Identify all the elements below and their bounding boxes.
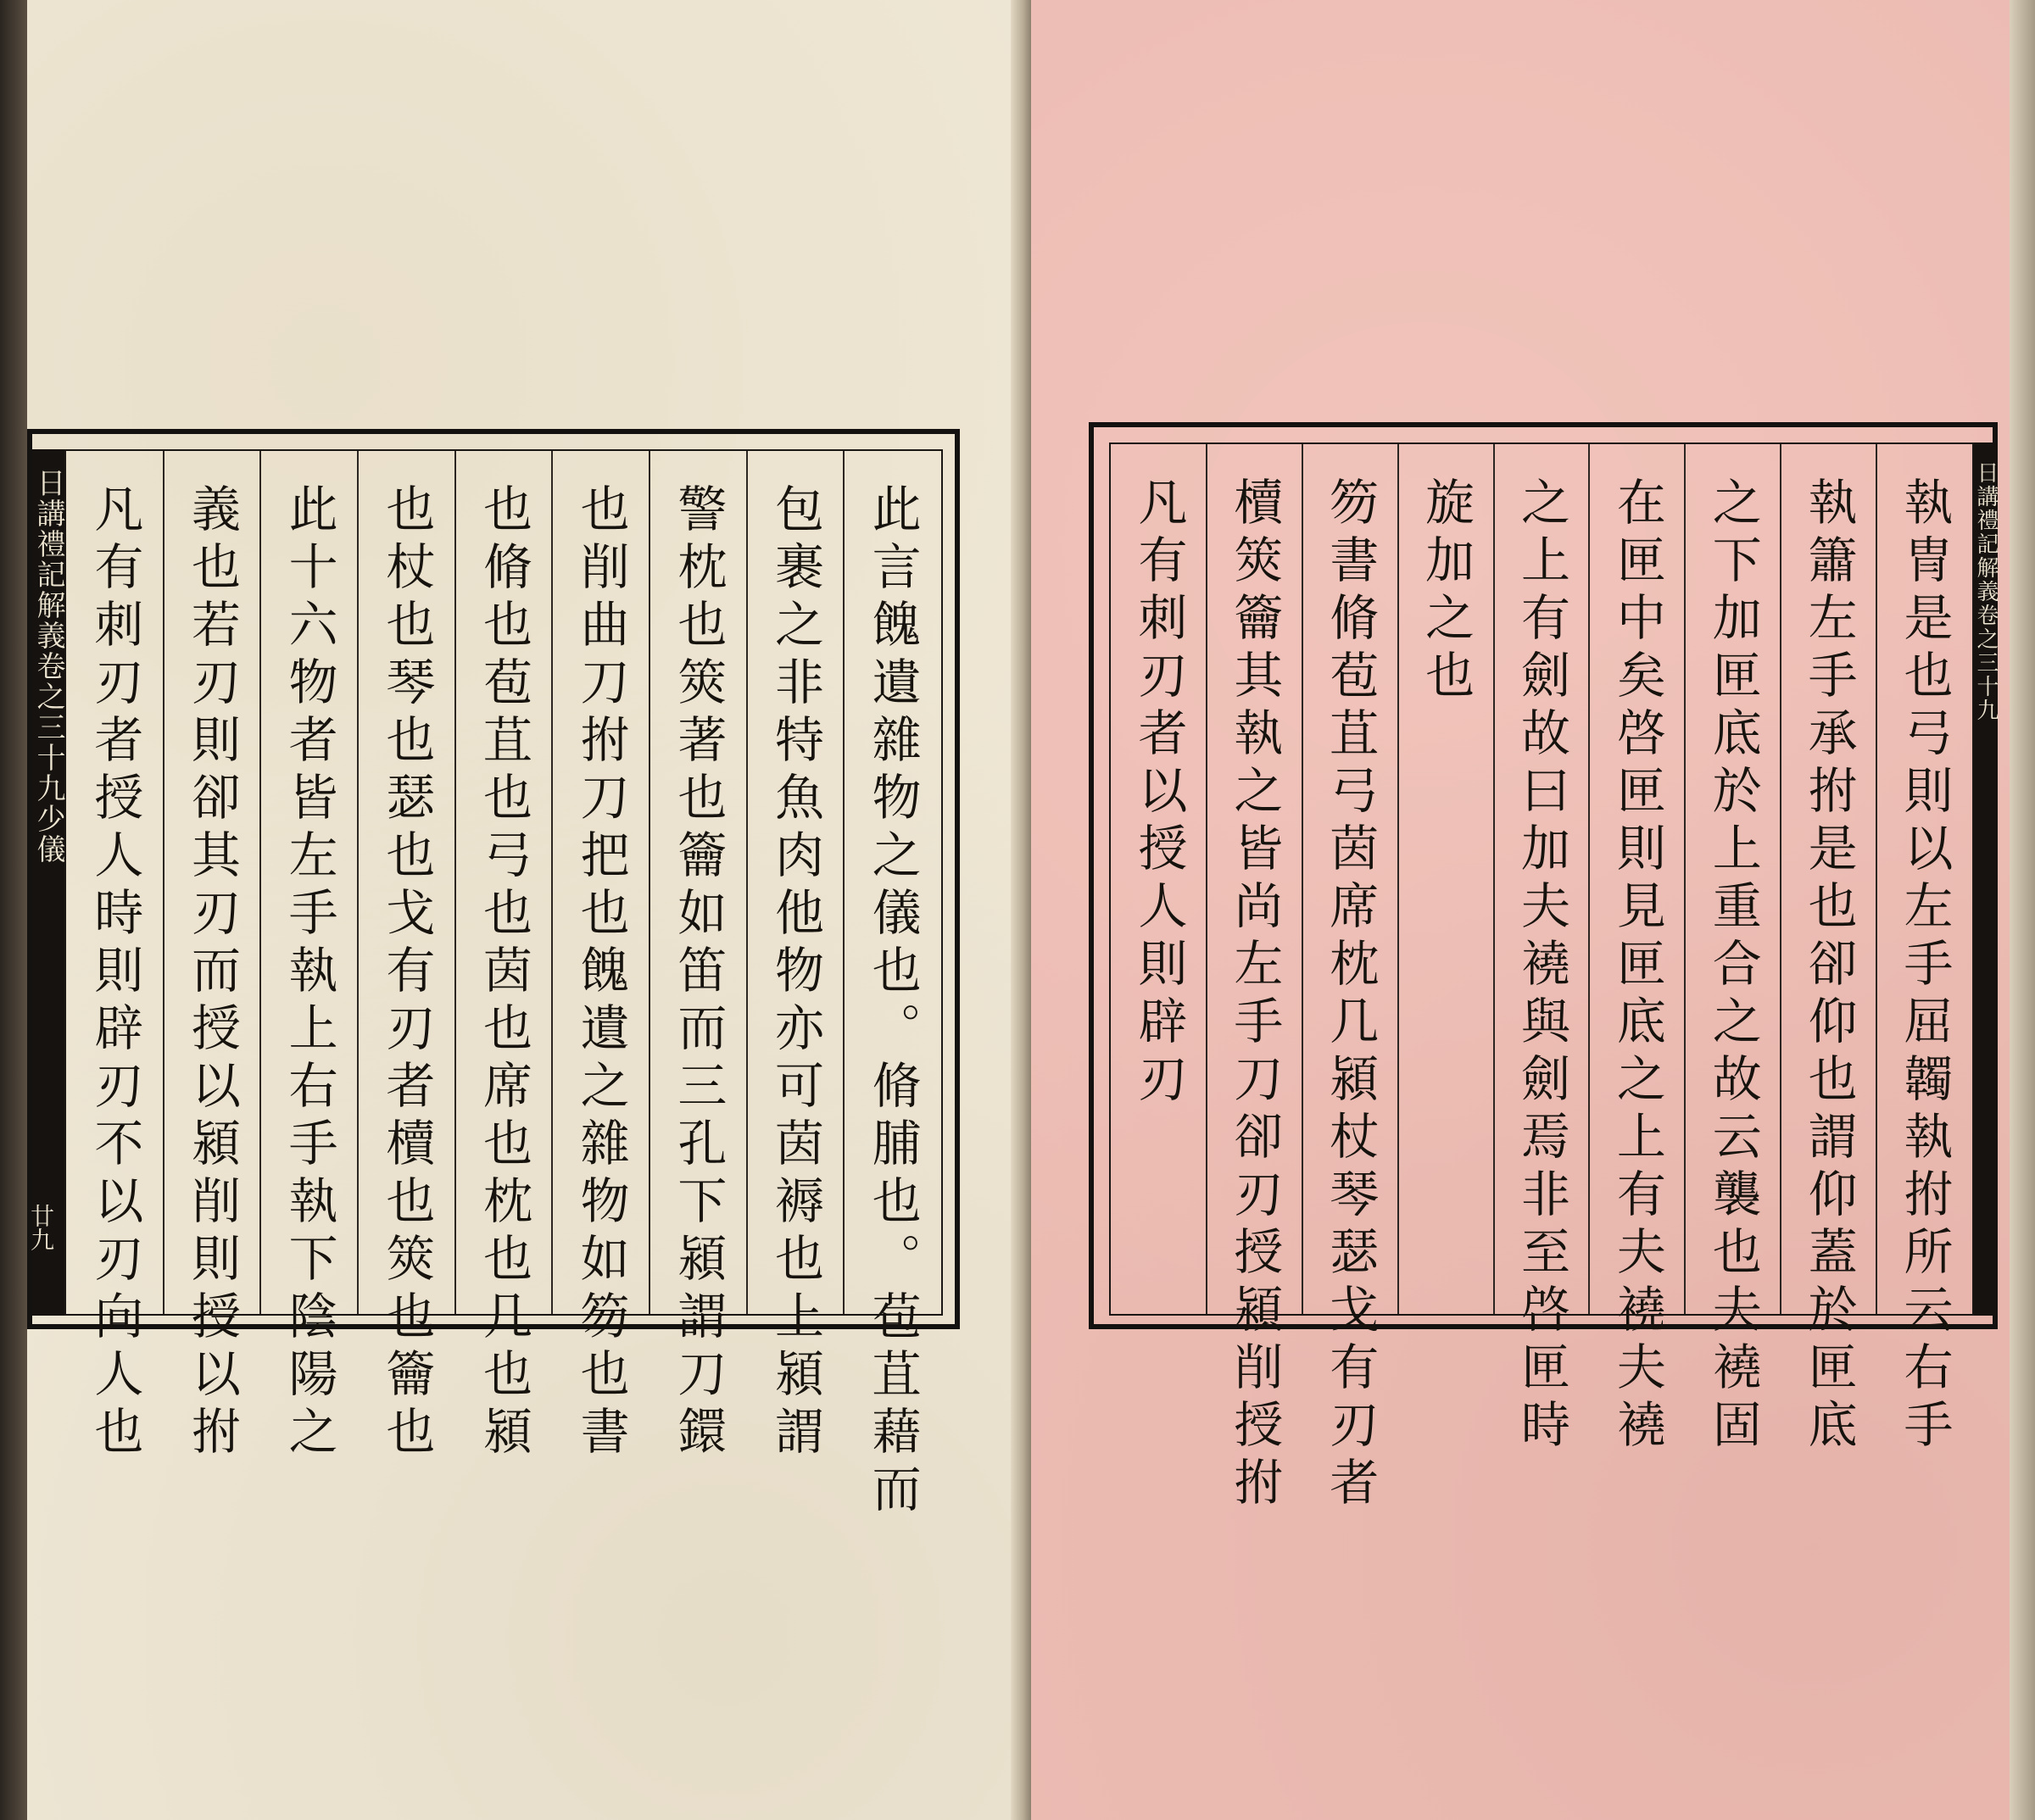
- right-page-column-text: 笏書脩苞苴弓茵席枕几潁杖琴瑟戈有刃者: [1321, 476, 1380, 1514]
- right-page-column-text: 櫝筴籥其執之皆尚左手刀卻刃授潁削授拊: [1225, 476, 1284, 1514]
- right-page-column-rule: [1397, 444, 1399, 1314]
- right-page-column-text: 之下加匣底於上重合之故云襲也夫襓固: [1703, 476, 1762, 1456]
- left-center-margin-text: 日講禮記解義卷之三十九少儀: [31, 468, 65, 865]
- left-page-column-text: 義也若刃則卻其刃而授以潁削則授以拊: [182, 483, 241, 1463]
- right-page-column-rule: [1876, 444, 1877, 1314]
- left-page-column-text: 警枕也筴著也籥如笛而三孔下潁謂刀鐶: [669, 483, 728, 1463]
- right-page-column: [1494, 444, 1590, 1456]
- right-center-margin: [1974, 442, 1998, 1316]
- right-page-column: [1876, 444, 1972, 1456]
- left-page-column: [66, 451, 164, 1463]
- left-page-column-text: 也杖也琴也瑟也戈有刃者櫝也筴也籥也: [377, 483, 436, 1463]
- right-inner-border: [1109, 442, 1974, 1514]
- right-page-column-text: 執簫左手承拊是也卻仰也謂仰蓋於匣底: [1799, 476, 1858, 1456]
- right-page-column: [1398, 444, 1494, 1314]
- left-inner-border: [64, 449, 943, 1521]
- right-page-column: [1302, 444, 1398, 1514]
- left-page-column-rule: [843, 451, 845, 1314]
- book-edge-left: [0, 0, 27, 1820]
- right-page-column-rule: [1780, 444, 1781, 1314]
- right-page-column-text: 旋加之也: [1417, 476, 1475, 707]
- book-edge-right: [2010, 0, 2035, 1820]
- left-text-frame: [27, 429, 960, 1521]
- left-page-column-text: 此言餽遺雜物之儀也。脩脯也。苞苴藉而: [863, 483, 922, 1521]
- left-folio-number: 廿九: [27, 1204, 55, 1251]
- left-page-column: [552, 451, 650, 1463]
- left-page-column-rule: [551, 451, 553, 1314]
- left-page-column-text: 凡有刺刃者授人時則辟刃不以刃向人也: [86, 483, 144, 1463]
- left-page-column-text: 也削曲刀拊刀把也餽遺之雜物如笏也書: [571, 483, 630, 1463]
- left-page-column-rule: [454, 451, 456, 1314]
- left-page-column: [164, 451, 261, 1463]
- right-page-column: [1111, 444, 1207, 1314]
- right-page-column-rule: [1588, 444, 1590, 1314]
- right-page-column-rule: [1493, 444, 1495, 1314]
- right-page-column: [1589, 444, 1685, 1456]
- right-center-margin-text: 日講禮記解義卷之三十九: [1973, 461, 1999, 722]
- right-page-column-rule: [1206, 444, 1207, 1314]
- left-text-columns: [66, 451, 941, 1521]
- right-page-column-text: 執冑是也弓則以左手屈韣執拊所云右手: [1895, 476, 1954, 1456]
- left-page-column: [650, 451, 747, 1463]
- right-page-column-rule: [1684, 444, 1686, 1314]
- left-page-column: [747, 451, 845, 1463]
- left-page-column-rule: [649, 451, 650, 1314]
- left-page-column: [844, 451, 941, 1521]
- right-page-column-rule: [1302, 444, 1303, 1314]
- right-page-column-text: 凡有刺刃者以授人則辟刃: [1129, 476, 1188, 1110]
- right-page-column: [1781, 444, 1876, 1456]
- left-page-column-text: 包裹之非特魚肉他物亦可茵褥也上潁謂: [766, 483, 824, 1463]
- right-text-columns: [1111, 444, 1972, 1514]
- book-gutter: [1011, 0, 1031, 1820]
- left-page-column-rule: [357, 451, 359, 1314]
- left-page-column-rule: [163, 451, 164, 1314]
- right-page-column-text: 之上有劍故曰加夫襓與劍焉非至啓匣時: [1512, 476, 1570, 1456]
- left-page-column-rule: [259, 451, 261, 1314]
- left-page-column-text: 此十六物者皆左手執上右手執下陰陽之: [280, 483, 338, 1463]
- left-page-column: [455, 451, 553, 1463]
- right-text-frame: [1089, 422, 1999, 1514]
- left-page-column-rule: [746, 451, 748, 1314]
- right-page-column-text: 在匣中矣啓匣則見匣底之上有夫襓夫襓: [1608, 476, 1666, 1456]
- left-page-column: [260, 451, 358, 1463]
- left-page-column: [358, 451, 455, 1463]
- right-page-column: [1685, 444, 1781, 1456]
- right-page-column: [1207, 444, 1302, 1514]
- left-page-column-text: 也脩也苞苴也弓也茵也席也枕也几也潁: [474, 483, 532, 1463]
- left-center-margin: [27, 449, 65, 1316]
